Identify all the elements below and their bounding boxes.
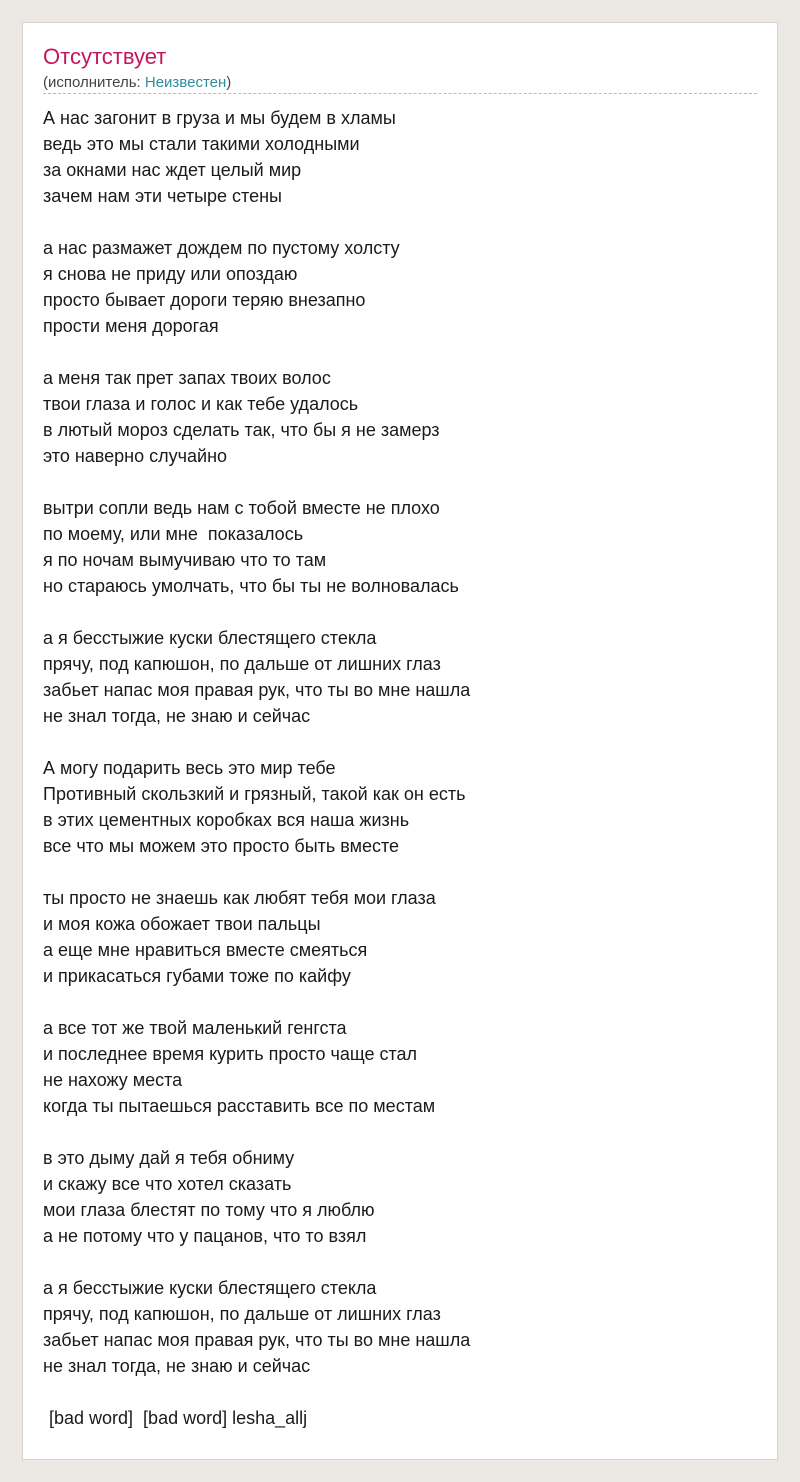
blank-line (43, 599, 757, 625)
lyric-line: и последнее время курить просто чаще стал (43, 1044, 418, 1064)
blank-line (43, 1249, 757, 1275)
song-title: Отсутствует (43, 44, 167, 69)
lyric-line: А могу подарить весь это мир тебе (43, 758, 336, 778)
lyric-line: а еще мне нравиться вместе смеяться (43, 940, 368, 960)
lyric-line: не знал тогда, не знаю и сейчас (43, 706, 311, 726)
lyric-line: это наверно случайно (43, 446, 228, 466)
lyric-line: по моему, или мне показалось (43, 524, 304, 544)
lyrics-text (43, 105, 757, 1379)
lyric-line: прячу, под капюшон, по дальше от лишних глаз (43, 1304, 441, 1324)
lyric-line: зачем нам эти четыре стены (43, 186, 282, 206)
lyric-line: вытри сопли ведь нам с тобой вместе не плохо (43, 498, 440, 518)
blank-line (43, 339, 757, 365)
artist-link[interactable]: Неизвестен (144, 74, 227, 91)
lyric-line: а я бесстыжие куски блестящего стекла (43, 1278, 377, 1298)
blank-line (43, 469, 757, 495)
lyric-line: но стараюсь умолчать, что бы ты не волновалась (43, 576, 459, 596)
lyric-line: за окнами нас ждет целый мир (43, 160, 302, 180)
lyric-line: в это дыму дай я тебя обниму (43, 1148, 295, 1168)
lyric-line: мои глаза блестят по тому что я люблю (43, 1200, 375, 1220)
lyric-line: прячу, под капюшон, по дальше от лишних глаз (43, 654, 441, 674)
lyric-line: и прикасаться губами тоже по кайфу (43, 966, 351, 986)
blank-line (43, 729, 757, 755)
lyric-line: все что мы можем это просто быть вместе (43, 836, 400, 856)
lyric-line: а все тот же твой маленький генгста (43, 1018, 347, 1038)
lyrics-card (22, 22, 778, 1460)
lyric-line: ведь это мы стали такими холодными (43, 134, 360, 154)
lyric-line: а не потому что у пацанов, что то взял (43, 1226, 367, 1246)
lyric-line: просто бывает дороги теряю внезапно (43, 290, 366, 310)
lyric-line: в этих цементных коробках вся наша жизнь (43, 810, 410, 830)
lyric-line: Противный скользкий и грязный, такой как он есть (43, 784, 466, 804)
artist-line (43, 73, 231, 93)
lyric-line: забьет напас моя правая рук, что ты во мне нашла (43, 1330, 471, 1350)
lyric-line: ты просто не знаешь как любят тебя мои глаза (43, 888, 436, 908)
lyric-line: и моя кожа обожает твои пальцы (43, 914, 321, 934)
lyric-line: когда ты пытаешься расставить все по местам (43, 1096, 436, 1116)
lyric-line: не нахожу места (43, 1070, 183, 1090)
lyric-line: не знал тогда, не знаю и сейчас (43, 1356, 311, 1376)
lyric-line: я по ночам вымучиваю что то там (43, 550, 327, 570)
blank-line (43, 859, 757, 885)
lyric-line: и скажу все что хотел сказать (43, 1174, 292, 1194)
lyric-line: А нас загонит в груза и мы будем в хламы (43, 108, 396, 128)
lyrics-credits: [bad word] [bad word] lesha_allj (49, 1408, 308, 1428)
lyric-line: а я бесстыжие куски блестящего стекла (43, 628, 377, 648)
lyric-line: забьет напас моя правая рук, что ты во мне нашла (43, 680, 471, 700)
lyric-line: а нас размажет дождем по пустому холсту (43, 238, 400, 258)
artist-prefix: (исполнитель: (43, 74, 145, 91)
lyric-line: в лютый мороз сделать так, что бы я не замерз (43, 420, 440, 440)
blank-line (43, 209, 757, 235)
lyric-line: прости меня дорогая (43, 316, 219, 336)
lyric-line: твои глаза и голос и как тебе удалось (43, 394, 359, 414)
lyric-line: а меня так прет запах твоих волос (43, 368, 331, 388)
title-divider (43, 93, 757, 94)
blank-line (43, 1119, 757, 1145)
lyric-line: я снова не приду или опоздаю (43, 264, 298, 284)
artist-suffix: ) (226, 74, 232, 91)
blank-line (43, 989, 757, 1015)
